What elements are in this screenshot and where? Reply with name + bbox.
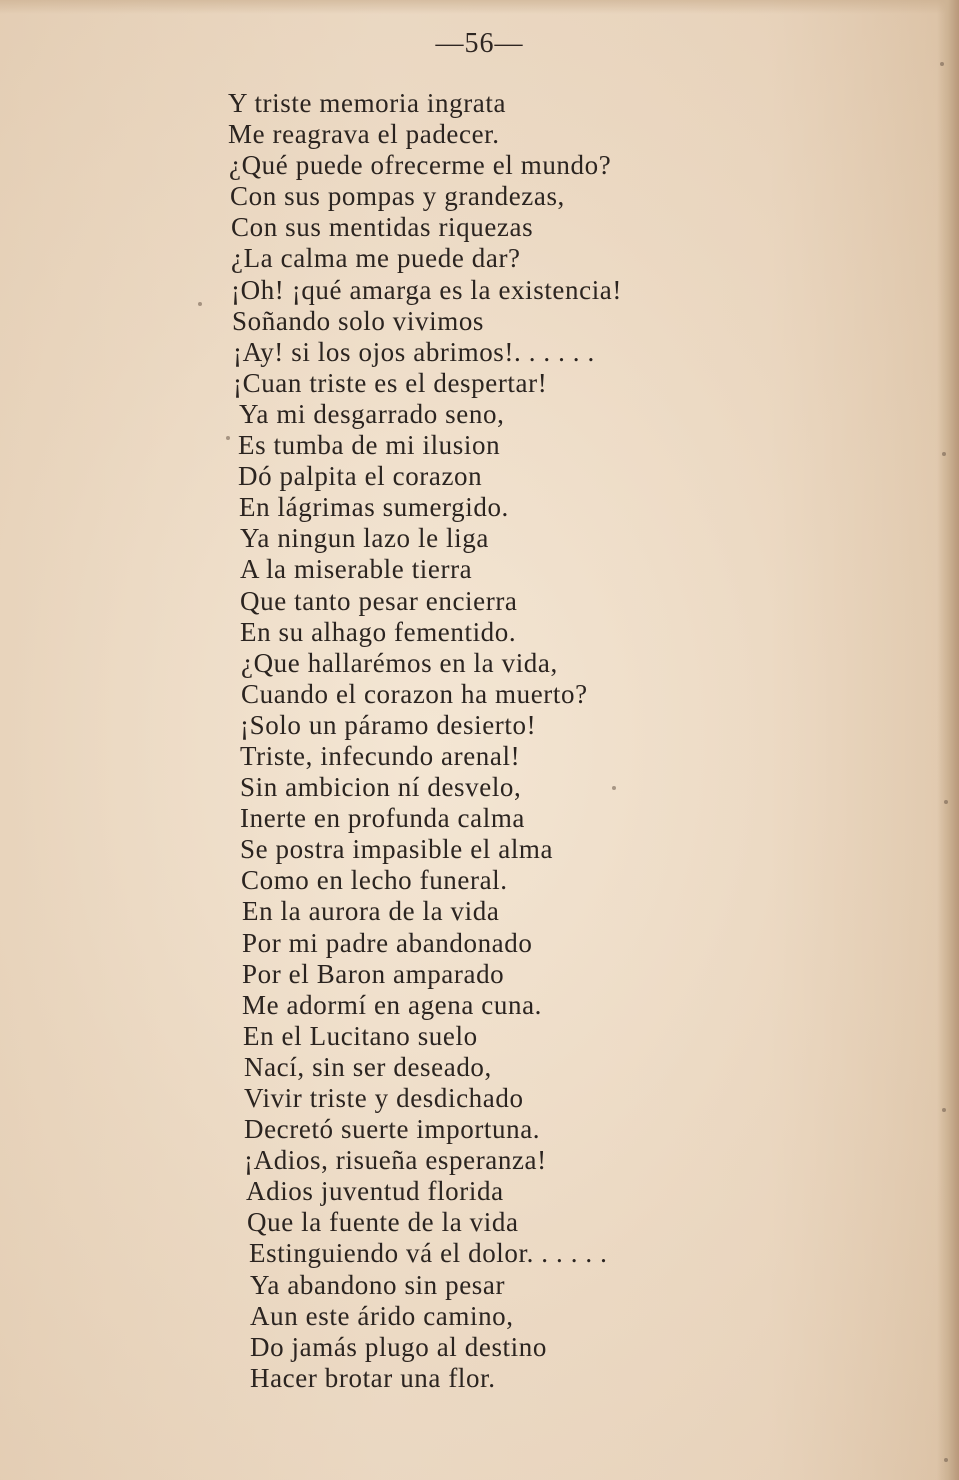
- verse-line: Adios juventud florida: [246, 1176, 504, 1207]
- ink-speck: [942, 452, 946, 456]
- verse-line: ¿Que hallarémos en la vida,: [241, 647, 558, 678]
- verse-line: Por mi padre abandonado: [242, 927, 533, 958]
- verse-line: Y triste memoria ingrata: [228, 88, 507, 118]
- ink-speck: [944, 1458, 948, 1462]
- verse-line: En el Lucitano suelo: [243, 1020, 478, 1051]
- verse-line: Estinguiendo vá el dolor. . . . . .: [249, 1238, 608, 1269]
- verse-line: ¿La calma me puede dar?: [231, 243, 521, 274]
- verse-line: Por el Baron amparado: [242, 958, 505, 989]
- verse-line: Es tumba de mi ilusion: [238, 430, 501, 461]
- ink-speck: [940, 62, 944, 66]
- verse-line: Sin ambicion ní desvelo,: [240, 772, 522, 803]
- verse-line: A la miserable tierra: [240, 554, 473, 585]
- ink-speck: [942, 1108, 946, 1112]
- page-right-edge: [937, 0, 959, 1480]
- verse-line: En lágrimas sumergido.: [239, 492, 509, 523]
- verse-line: Me adormí en agena cuna.: [242, 989, 543, 1020]
- ink-speck: [944, 800, 948, 804]
- verse-line: Triste, infecundo arenal!: [240, 740, 521, 771]
- verse-line: ¡Adios, risueña esperanza!: [244, 1145, 547, 1176]
- verse-line: ¡Solo un páramo desierto!: [240, 709, 537, 740]
- ink-speck: [612, 786, 616, 790]
- ink-speck: [198, 302, 202, 306]
- verse-line: ¡Cuan triste es el despertar!: [233, 367, 548, 398]
- verse-line: Cuando el corazon ha muerto?: [241, 678, 588, 709]
- verse-line: Vivir triste y desdichado: [244, 1083, 524, 1113]
- page-number: —56—: [435, 28, 524, 59]
- verse-line: Se postra impasible el alma: [240, 834, 554, 865]
- verse-line: ¿Qué puede ofrecerme el mundo?: [229, 150, 612, 181]
- verse-line: Que la fuente de la vida: [247, 1207, 519, 1238]
- verse-line: Decretó suerte importuna.: [244, 1114, 541, 1145]
- verse-line: Me reagrava el padecer.: [228, 119, 500, 150]
- verse-line: Con sus pompas y grandezas,: [230, 181, 565, 212]
- poem-text: [228, 88, 828, 1394]
- verse-line: Hacer brotar una flor.: [250, 1362, 496, 1393]
- verse-line: Nací, sin ser deseado,: [244, 1051, 492, 1082]
- verse-line: Ya ningun lazo le liga: [240, 523, 489, 554]
- verse-line: En su alhago fementido.: [240, 616, 517, 647]
- verse-line: Inerte en profunda calma: [240, 803, 526, 834]
- ink-speck: [226, 436, 230, 440]
- verse-line: ¡Oh! ¡qué amarga es la existencia!: [231, 274, 622, 305]
- verse-line: Ya abandono sin pesar: [250, 1269, 506, 1300]
- page-top-edge: [0, 0, 959, 14]
- verse-line: En la aurora de la vida: [242, 896, 500, 927]
- verse-line: Ya mi desgarrado seno,: [239, 398, 505, 429]
- verse-line: Como en lecho funeral.: [241, 865, 508, 896]
- verse-line: Do jamás plugo al destino: [250, 1331, 547, 1362]
- verse-line: Dó palpita el corazon: [238, 461, 483, 492]
- verse-line: Soñando solo vivimos: [232, 305, 485, 336]
- verse-line: Que tanto pesar encierra: [240, 585, 518, 616]
- verse-line: Aun este árido camino,: [250, 1300, 514, 1331]
- verse-line: ¡Ay! si los ojos abrimos!. . . . . .: [233, 336, 595, 367]
- verse-line: Con sus mentidas riquezas: [231, 212, 534, 243]
